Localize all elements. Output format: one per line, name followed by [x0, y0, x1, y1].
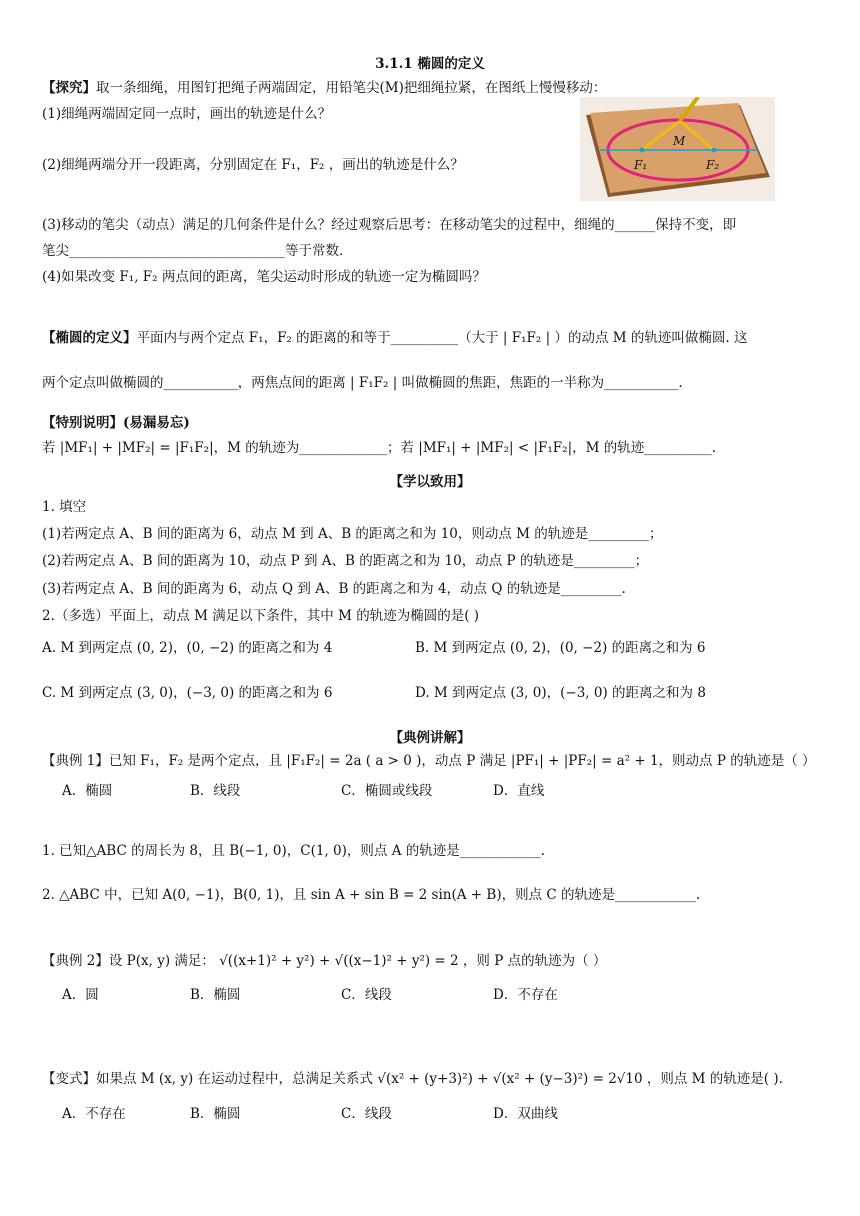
page-title: 3.1.1 椭圆的定义: [375, 56, 485, 72]
special-tag: 【特别说明】(易漏易忘): [42, 415, 190, 431]
practice-1: 1. 已知△ABC 的周长为 8，且 B(−1, 0)，C(1, 0)，则点 A 的轨迹是____________.: [42, 843, 546, 859]
apply-heading: 【学以致用】: [389, 474, 471, 490]
apply-q1-1: (1)若两定点 A、B 间的距离为 6，动点 M 到 A、B 的距离之和为 10，则动点 M 的轨迹是_________；: [42, 526, 663, 542]
definition-line1-text: 平面内与两个定点 F₁，F₂ 的距离的和等于__________（大于 | F₁F₂ | ）的动点 M 的轨迹叫做椭圆. 这: [136, 330, 748, 346]
explore-q1: (1)细绳两端固定同一点时，画出的轨迹是什么？: [42, 106, 332, 122]
example1-option-c: C．椭圆或线段: [341, 783, 433, 799]
explore-q3a: (3)移动的笔尖（动点）满足的几何条件是什么？经过观察后思考：在移动笔尖的过程中，细绳的______保持不变，即: [42, 217, 737, 233]
explore-intro-text: 取一条细绳，用图钉把绳子两端固定，用铅笔尖(M)把细绳拉紧，在图纸上慢慢移动：: [96, 80, 607, 96]
focus-f1-pin: [640, 148, 645, 153]
focus-f2-pin: [712, 148, 717, 153]
example1-option-d: D．直线: [493, 783, 545, 799]
variant-option-c: C．线段: [341, 1106, 392, 1122]
explore-q3b: 笔尖________________________________等于常数．: [42, 243, 353, 259]
ellipse-drawing-figure: [580, 97, 775, 201]
example2-option-a: A．圆: [62, 987, 99, 1003]
label-f1: F₁: [634, 158, 648, 172]
definition-line2: 两个定点叫做椭圆的___________，两焦点间的距离 | F₁F₂ | 叫做椭圆的焦距，焦距的一半称为___________.: [42, 375, 683, 391]
apply-q2-option-a: A. M 到两定点 (0, 2)，(0, −2) 的距离之和为 4: [42, 640, 333, 656]
example2-option-d: D．不存在: [493, 987, 558, 1003]
explore-q4: (4)如果改变 F₁, F₂ 两点间的距离，笔尖运动时形成的轨迹一定为椭圆吗？: [42, 269, 486, 285]
explore-intro: [42, 78, 820, 98]
variant-option-b: B．椭圆: [190, 1106, 241, 1122]
special-line: 若 |MF₁| + |MF₂| = |F₁F₂|，M 的轨迹为_____________；若 |MF₁| + |MF₂| < |F₁F₂|，M 的轨迹__________.: [42, 440, 717, 456]
practice-2: 2. △ABC 中，已知 A(0, −1)，B(0, 1)，且 sin A + sin B = 2 sin(A + B)，则点 C 的轨迹是____________.: [42, 887, 701, 903]
explore-tag: 【探究】: [42, 80, 96, 96]
example2-option-b: B．椭圆: [190, 987, 241, 1003]
apply-q2: 2.（多选）平面上，动点 M 满足以下条件，其中 M 的轨迹为椭圆的是( ): [42, 608, 480, 624]
example2-question: 【典例 2】设 P(x, y) 满足： √((x+1)² + y²) + √((x−1)² + y²) = 2 ，则 P 点的轨迹为（ ）: [42, 953, 607, 969]
example1-option-a: A．椭圆: [62, 783, 113, 799]
label-m: M: [673, 134, 686, 148]
apply-q2-option-d: D. M 到两定点 (3, 0)，(−3, 0) 的距离之和为 8: [415, 685, 706, 701]
explore-q2: (2)细绳两端分开一段距离，分别固定在 F₁，F₂ ，画出的轨迹是什么？: [42, 157, 464, 173]
examples-heading: 【典例讲解】: [389, 730, 471, 746]
example2-option-c: C．线段: [341, 987, 392, 1003]
apply-q2-option-c: C. M 到两定点 (3, 0)，(−3, 0) 的距离之和为 6: [42, 685, 333, 701]
definition-tag: 【椭圆的定义】: [42, 330, 137, 346]
example1-option-b: B．线段: [190, 783, 241, 799]
apply-q1-2: (2)若两定点 A、B 间的距离为 10，动点 P 到 A、B 的距离之和为 10，动点 P 的轨迹是_________；: [42, 553, 649, 569]
variant-option-a: A．不存在: [62, 1106, 126, 1122]
example1-question: 【典例 1】已知 F₁，F₂ 是两个定点，且 |F₁F₂| = 2a ( a > 0 )，动点 P 满足 |PF₁| + |PF₂| = a² + 1，则动点 P 的轨迹是（ ）: [42, 753, 816, 769]
label-f2: F₂: [706, 158, 720, 172]
definition-line1: [42, 328, 820, 348]
ellipse-board-illustration: [580, 97, 775, 201]
variant-option-d: D．双曲线: [493, 1106, 558, 1122]
variant-question: 【变式】如果点 M (x, y) 在运动过程中，总满足关系式 √(x² + (y+3)²) + √(x² + (y−3)²) = 2√10 ，则点 M 的轨迹是( ).: [42, 1071, 783, 1087]
apply-q1-title: 1. 填空: [42, 499, 87, 515]
apply-q1-3: (3)若两定点 A、B 间的距离为 6，动点 Q 到 A、B 的距离之和为 4，动点 Q 的轨迹是_________.: [42, 581, 626, 597]
apply-q2-option-b: B. M 到两定点 (0, 2)，(0, −2) 的距离之和为 6: [415, 640, 706, 656]
